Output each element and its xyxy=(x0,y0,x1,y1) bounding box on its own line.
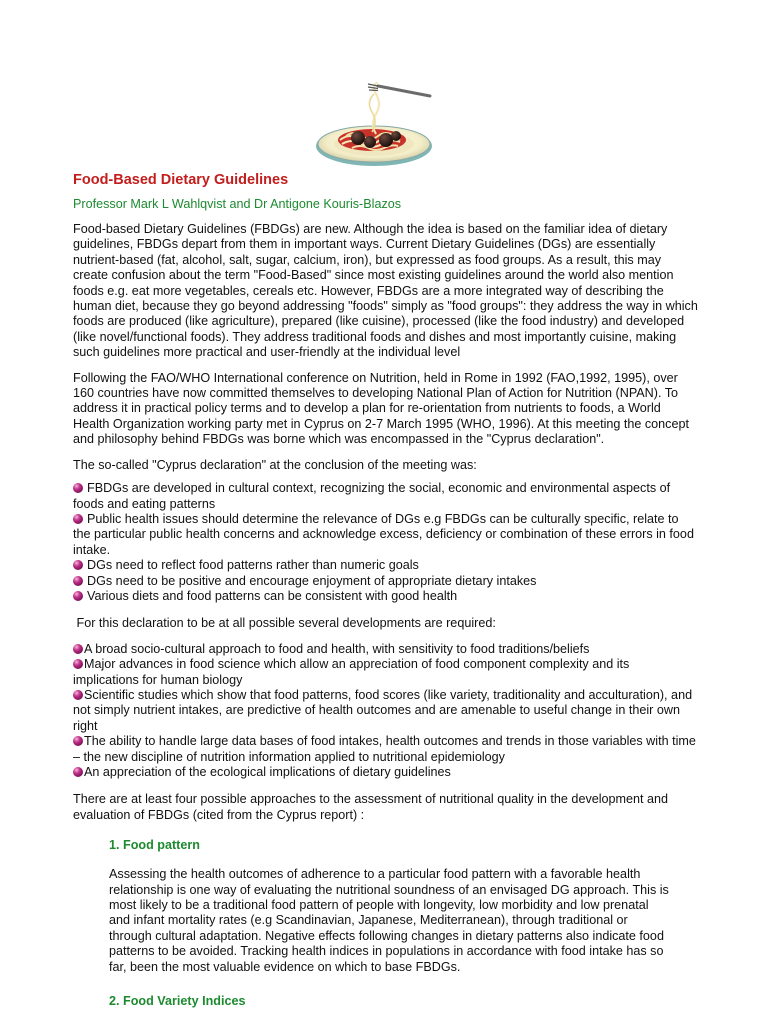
bullet-ball-icon xyxy=(73,483,83,493)
bullet-ball-icon xyxy=(73,690,83,700)
developments-list xyxy=(73,642,698,781)
bullet-ball-icon xyxy=(73,659,83,669)
declaration-intro: The so-called "Cyprus declaration" at the conclusion of the meeting was: xyxy=(73,457,477,472)
list-item: Public health issues should determine the relevance of DGs e.g FBDGs can be culturally specific, relate to the particular public health concerns and acknowledge excess, deficiency or combination of these errors in food intake. xyxy=(73,511,694,557)
list-item: DGs need to be positive and encourage enjoyment of appropriate dietary intakes xyxy=(73,574,698,589)
declaration-list xyxy=(73,481,698,604)
section-heading-food-variety: 2. Food Variety Indices xyxy=(109,994,246,1009)
list-item: Various diets and food patterns can be consistent with good health xyxy=(73,589,698,604)
list-item: FBDGs are developed in cultural context, recognizing the social, economic and environmental aspects of foods and eating patterns xyxy=(73,481,671,511)
list-item: An appreciation of the ecological implications of dietary guidelines xyxy=(73,765,698,780)
bullet-ball-icon xyxy=(73,514,83,524)
bullet-ball-icon xyxy=(73,767,83,777)
list-item: Major advances in food science which allow an appreciation of food component complexity and its implications for human biology xyxy=(73,657,630,687)
page-title: Food-Based Dietary Guidelines xyxy=(73,172,289,188)
intro-paragraph: Food-based Dietary Guidelines (FBDGs) are new. Although the idea is based on the familiar idea of dietary guidelines, FBDGs depart from them in important ways. Current Dietary Guidelines (DGs) are essentially nutrient-based (fat, alcohol, salt, sugar, calcium, iron), but expressed as food groups. As a result, this may create confusion about the term "Food-Based" since most existing guidelines around the world also mention foods e.g. eat more vegetables, cereals etc. However, FBDGs are a more integrated way of describing the human diet, because they go beyond addressing "foods" simply as "food groups": they address the way in which foods are produced (like agriculture), prepared (like cuisine), processed (like the food industry) and developed (like novel/functional foods). They address traditional foods and dishes and most importantly cuisine, making such guidelines more practical and user-friendly at the individual level xyxy=(73,222,698,360)
list-item: Scientific studies which show that food patterns, food scores (like variety, traditionality and acculturation), and not simply nutrient intakes, are predictive of health outcomes and are amenable to useful change in their own right xyxy=(73,687,693,733)
background-paragraph: Following the FAO/WHO International conference on Nutrition, held in Rome in 1992 (FAO,1992, 1995), over 160 countries have now committed themselves to developing National Plan of Action for Nutrition (NPAN). To address it in practical policy terms and to develop a plan for re-orientation from nutrients to foods, a World Health Organization working party met in Cyprus on 2-7 March 1995 (WHO, 1996). At this meeting the concept and philosophy behind FBDGs was borne which was encompassed in the "Cyprus declaration". xyxy=(73,370,689,447)
list-item: DGs need to reflect food patterns rather than numeric goals xyxy=(73,558,698,573)
section-heading-food-pattern: 1. Food pattern xyxy=(109,838,200,853)
article xyxy=(73,168,698,1009)
food-pattern-paragraph: Assessing the health outcomes of adherence to a particular food pattern with a favorable health relationship is one way of evaluating the nutritional soundness of an envisaged DG approach. This is most likely to be a traditional food pattern of people with longevity, low morbidity and low prenatal and infant mortality rates (e.g Scandinavian, Japanese, Mediterranean), through traditional or through cultural adaptation. Negative effects following changes in dietary patterns also indicate food patterns to be avoided. Tracking health indices in populations in accordance with food intake has so far, been the most valuable evidence on which to base FBDGs. xyxy=(109,867,669,974)
bullet-ball-icon xyxy=(73,576,83,586)
bullet-ball-icon xyxy=(73,560,83,570)
bullet-ball-icon xyxy=(73,644,83,654)
approaches-paragraph: There are at least four possible approaches to the assessment of nutritional quality in the development and evaluation of FBDGs (cited from the Cyprus report) : xyxy=(73,792,669,822)
bullet-ball-icon xyxy=(73,736,83,746)
list-item: A broad socio-cultural approach to food and health, with sensitivity to food traditions/beliefs xyxy=(73,642,698,657)
developments-intro: For this declaration to be at all possible several developments are required: xyxy=(73,616,496,631)
list-item: The ability to handle large data bases of food intakes, health outcomes and trends in those variables with time – the new discipline of nutrition information applied to nutritional epidemiology xyxy=(73,734,696,764)
spaghetti-plate-icon xyxy=(312,82,442,168)
bullet-ball-icon xyxy=(73,591,83,601)
author-line: Professor Mark L Wahlqvist and Dr Antigone Kouris-Blazos xyxy=(73,197,402,211)
